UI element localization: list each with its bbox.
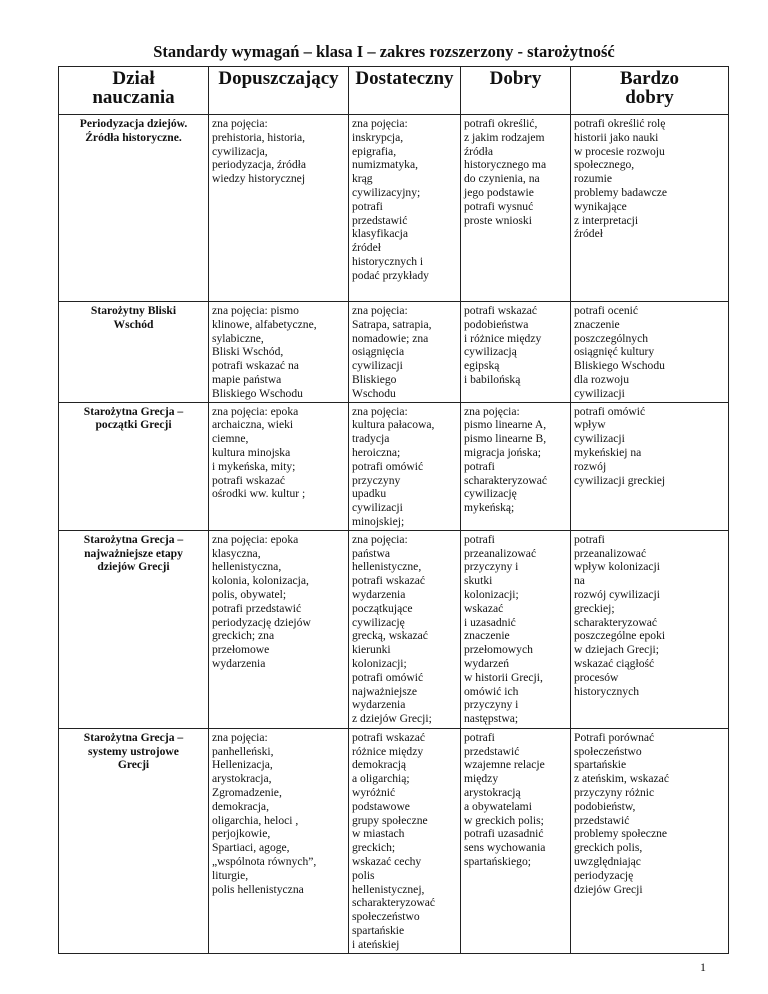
dobry-cell: potrafi przeanalizować przyczyny i skutki kolonizacji; wskazać i uzasadnić znaczenie przełomowych wydarzeń w historii Grecji, omówić ich przyczyny i następstwa;: [461, 530, 571, 728]
dopuszczajacy-cell: zna pojęcia: panhelleński, Hellenizacja, arystokracja, Zgromadzenie, demokracja, oligarchia, heloci , perjojkowie, Spartiaci, agoge, „wspólnota równych”, liturgie, polis hellenistyczna: [209, 728, 349, 953]
table-row: [59, 530, 729, 728]
table-row: [59, 728, 729, 953]
header-bardzo-dobry: Bardzo dobry: [571, 67, 729, 115]
page-title: Standardy wymagań – klasa I – zakres rozszerzony - starożytność: [153, 42, 615, 61]
table-row: [59, 402, 729, 530]
page-number: 1: [700, 960, 706, 974]
table-row: [59, 115, 729, 302]
header-dzial-nauczania: Dział nauczania: [59, 67, 209, 115]
dobry-cell: potrafi przedstawić wzajemne relacje między arystokracją a obywatelami w greckich polis; potrafi uzasadnić sens wychowania spartańskiego;: [461, 728, 571, 953]
bardzo-dobry-cell: potrafi ocenić znaczenie poszczególnych osiągnięć kultury Bliskiego Wschodu dla rozwoju cywilizacji: [571, 302, 729, 403]
dostateczny-cell: zna pojęcia: Satrapa, satrapia, nomadowie; zna osiągnięcia cywilizacji Bliskiego Wschodu: [349, 302, 461, 403]
bardzo-dobry-cell: potrafi omówić wpływ cywilizacji mykeńskiej na rozwój cywilizacji greckiej: [571, 402, 729, 530]
dostateczny-cell: zna pojęcia: inskrypcja, epigrafia, numizmatyka, krąg cywilizacyjny; potrafi przedstawić klasyfikacja źródeł historycznych i podać przykłady: [349, 115, 461, 302]
dostateczny-cell: potrafi wskazać różnice między demokracją a oligarchią; wyróżnić podstawowe grupy społeczne w miastach greckich; wskazać cechy polis hellenistycznej, scharakteryzować społeczeństwo spartańskie i ateńskiej: [349, 728, 461, 953]
dopuszczajacy-cell: zna pojęcia: pismo klinowe, alfabetyczne, sylabiczne, Bliski Wschód, potrafi wskazać na mapie państwa Bliskiego Wschodu: [209, 302, 349, 403]
bardzo-dobry-cell: potrafi przeanalizować wpływ kolonizacji na rozwój cywilizacji greckiej; scharakteryzować poszczególne epoki w dziejach Grecji; wskazać ciągłość procesów historycznych: [571, 530, 729, 728]
header-dopuszczajacy: Dopuszczający: [209, 67, 349, 115]
dopuszczajacy-cell: zna pojęcia: epoka archaiczna, wieki ciemne, kultura minojska i mykeńska, mity; potrafi wskazać ośrodki ww. kultur ;: [209, 402, 349, 530]
dostateczny-cell: zna pojęcia: państwa hellenistyczne, potrafi wskazać wydarzenia początkujące cywilizację grecką, wskazać kierunki kolonizacji; potrafi omówić najważniejsze wydarzenia z dziejów Grecji;: [349, 530, 461, 728]
dobry-cell: potrafi określić, z jakim rodzajem źródła historycznego ma do czynienia, na jego podstawie potrafi wysnuć proste wnioski: [461, 115, 571, 302]
dobry-cell: potrafi wskazać podobieństwa i różnice między cywilizacją egipską i babilońską: [461, 302, 571, 403]
section-cell: Starożytna Grecja – systemy ustrojowe Grecji: [59, 728, 209, 953]
section-cell: Periodyzacja dziejów. Źródła historyczne.: [59, 115, 209, 302]
section-cell: Starożytny Bliski Wschód: [59, 302, 209, 403]
dopuszczajacy-cell: zna pojęcia: prehistoria, historia, cywilizacja, periodyzacja, źródła wiedzy historycznej: [209, 115, 349, 302]
dobry-cell: zna pojęcia: pismo linearne A, pismo linearne B, migracja jońska; potrafi scharakteryzować cywilizację mykeńską;: [461, 402, 571, 530]
dostateczny-cell: zna pojęcia: kultura pałacowa, tradycja heroiczna; potrafi omówić przyczyny upadku cywilizacji minojskiej;: [349, 402, 461, 530]
bardzo-dobry-cell: Potrafi porównać społeczeństwo spartańskie z ateńskim, wskazać przyczyny różnic podobieństw, przedstawić problemy społeczne greckich polis, uwzględniając periodyzację dziejów Grecji: [571, 728, 729, 953]
table-header-row: [59, 67, 729, 115]
header-dostateczny: Dostateczny: [349, 67, 461, 115]
dopuszczajacy-cell: zna pojęcia: epoka klasyczna, hellenistyczna, kolonia, kolonizacja, polis, obywatel; potrafi przedstawić periodyzację dziejów greckich; zna przełomowe wydarzenia: [209, 530, 349, 728]
bardzo-dobry-cell: potrafi określić rolę historii jako nauki w procesie rozwoju społecznego, rozumie problemy badawcze wynikające z interpretacji źródeł: [571, 115, 729, 302]
table-row: [59, 302, 729, 403]
section-cell: Starożytna Grecja – początki Grecji: [59, 402, 209, 530]
header-dobry: Dobry: [461, 67, 571, 115]
requirements-table: [58, 66, 729, 954]
section-cell: Starożytna Grecja – najważniejsze etapy dziejów Grecji: [59, 530, 209, 728]
